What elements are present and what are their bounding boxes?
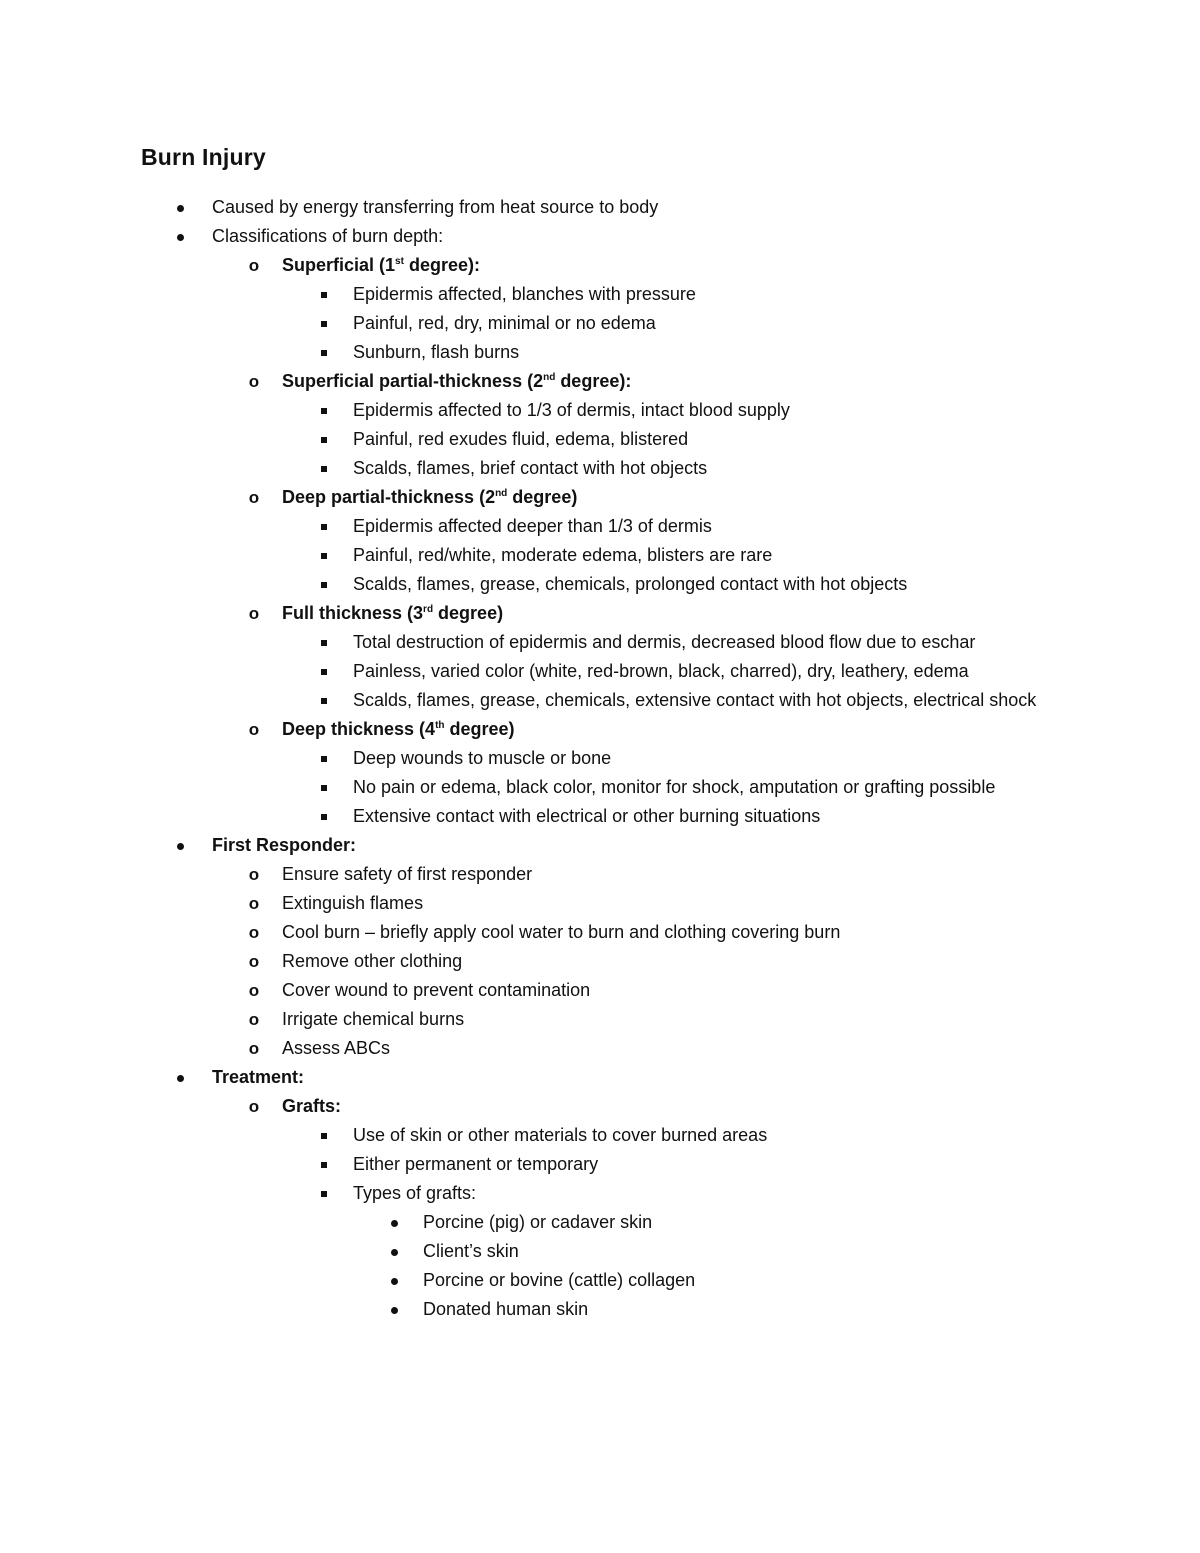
bullet-icon xyxy=(384,1295,404,1324)
list-item xyxy=(0,599,1200,628)
list-item: Caused by energy transferring from heat source to body xyxy=(0,193,1200,222)
list-item: Scalds, flames, grease, chemicals, extensive contact with hot objects, electrical shock xyxy=(0,686,1200,715)
circle-bullet-icon: o xyxy=(248,865,260,884)
square-bullet-icon xyxy=(314,628,334,657)
square-bullet-icon xyxy=(314,686,334,715)
bullet-icon xyxy=(170,222,190,251)
list-item: o Assess ABCs xyxy=(0,1034,1200,1063)
page-title: Burn Injury xyxy=(141,144,266,170)
heading-full-thickness: Full thickness (3rd degree) xyxy=(282,603,504,623)
heading-deep-partial: Deep partial-thickness (2nd degree) xyxy=(282,487,578,507)
circle-bullet-icon: o xyxy=(248,720,260,739)
square-bullet-icon xyxy=(314,570,334,599)
circle-bullet-icon: o xyxy=(248,894,260,913)
circle-bullet-icon: o xyxy=(248,981,260,1000)
list-item: o Cover wound to prevent contamination xyxy=(0,976,1200,1005)
circle-bullet-icon: o xyxy=(248,256,260,275)
list-item: o Remove other clothing xyxy=(0,947,1200,976)
heading-grafts: Grafts: xyxy=(282,1096,342,1116)
list-item: Painful, red exudes fluid, edema, blistered xyxy=(0,425,1200,454)
square-bullet-icon xyxy=(314,744,334,773)
heading-deep-thickness: Deep thickness (4th degree) xyxy=(282,719,515,739)
square-bullet-icon xyxy=(314,1150,334,1179)
list-item: Extensive contact with electrical or other burning situations xyxy=(0,802,1200,831)
list-item: o Ensure safety of first responder xyxy=(0,860,1200,889)
list-item xyxy=(0,1063,1200,1092)
bullet-icon xyxy=(170,1063,190,1092)
list-item: Epidermis affected to 1/3 of dermis, intact blood supply xyxy=(0,396,1200,425)
list-item: Scalds, flames, grease, chemicals, prolonged contact with hot objects xyxy=(0,570,1200,599)
list-item: Epidermis affected deeper than 1/3 of dermis xyxy=(0,512,1200,541)
list-item: Sunburn, flash burns xyxy=(0,338,1200,367)
circle-bullet-icon: o xyxy=(248,1010,260,1029)
list-item xyxy=(0,483,1200,512)
square-bullet-icon xyxy=(314,309,334,338)
list-item xyxy=(0,367,1200,396)
list-item: Use of skin or other materials to cover burned areas xyxy=(0,1121,1200,1150)
heading-superficial-partial: Superficial partial-thickness (2nd degree): xyxy=(282,371,632,391)
bullet-icon xyxy=(384,1237,404,1266)
circle-bullet-icon: o xyxy=(248,1097,260,1116)
list-item: o Extinguish flames xyxy=(0,889,1200,918)
list-item: Painful, red/white, moderate edema, blisters are rare xyxy=(0,541,1200,570)
list-item xyxy=(0,831,1200,860)
list-item: Painless, varied color (white, red-brown, black, charred), dry, leathery, edema xyxy=(0,657,1200,686)
list-item: Types of grafts: xyxy=(0,1179,1200,1208)
square-bullet-icon xyxy=(314,396,334,425)
list-item: Painful, red, dry, minimal or no edema xyxy=(0,309,1200,338)
bullet-icon xyxy=(170,831,190,860)
list-item: o Irrigate chemical burns xyxy=(0,1005,1200,1034)
square-bullet-icon xyxy=(314,338,334,367)
square-bullet-icon xyxy=(314,657,334,686)
square-bullet-icon xyxy=(314,1179,334,1208)
square-bullet-icon xyxy=(314,454,334,483)
list-item: Porcine or bovine (cattle) collagen xyxy=(0,1266,1200,1295)
circle-bullet-icon: o xyxy=(248,923,260,942)
list-item: Client’s skin xyxy=(0,1237,1200,1266)
heading-superficial: Superficial (1st degree): xyxy=(282,255,480,275)
heading-treatment: Treatment: xyxy=(212,1067,305,1087)
list-item: Scalds, flames, brief contact with hot objects xyxy=(0,454,1200,483)
list-item: Either permanent or temporary xyxy=(0,1150,1200,1179)
circle-bullet-icon: o xyxy=(248,488,260,507)
outline-list xyxy=(0,193,1200,1324)
list-item: Porcine (pig) or cadaver skin xyxy=(0,1208,1200,1237)
square-bullet-icon xyxy=(314,512,334,541)
square-bullet-icon xyxy=(314,773,334,802)
list-item: Donated human skin xyxy=(0,1295,1200,1324)
square-bullet-icon xyxy=(314,425,334,454)
list-item: Total destruction of epidermis and dermis, decreased blood flow due to eschar xyxy=(0,628,1200,657)
list-item: Classifications of burn depth: xyxy=(0,222,1200,251)
bullet-icon xyxy=(384,1266,404,1295)
square-bullet-icon xyxy=(314,541,334,570)
square-bullet-icon xyxy=(314,280,334,309)
circle-bullet-icon: o xyxy=(248,604,260,623)
circle-bullet-icon: o xyxy=(248,372,260,391)
square-bullet-icon xyxy=(314,802,334,831)
list-item: Deep wounds to muscle or bone xyxy=(0,744,1200,773)
heading-first-responder: First Responder: xyxy=(212,835,357,855)
square-bullet-icon xyxy=(314,1121,334,1150)
bullet-icon xyxy=(170,193,190,222)
list-item xyxy=(0,251,1200,280)
circle-bullet-icon: o xyxy=(248,1039,260,1058)
list-item: No pain or edema, black color, monitor for shock, amputation or grafting possible xyxy=(0,773,1200,802)
list-item xyxy=(0,715,1200,744)
circle-bullet-icon: o xyxy=(248,952,260,971)
list-item xyxy=(0,1092,1200,1121)
list-item: o Cool burn – briefly apply cool water to burn and clothing covering burn xyxy=(0,918,1200,947)
list-item: Epidermis affected, blanches with pressure xyxy=(0,280,1200,309)
bullet-icon xyxy=(384,1208,404,1237)
